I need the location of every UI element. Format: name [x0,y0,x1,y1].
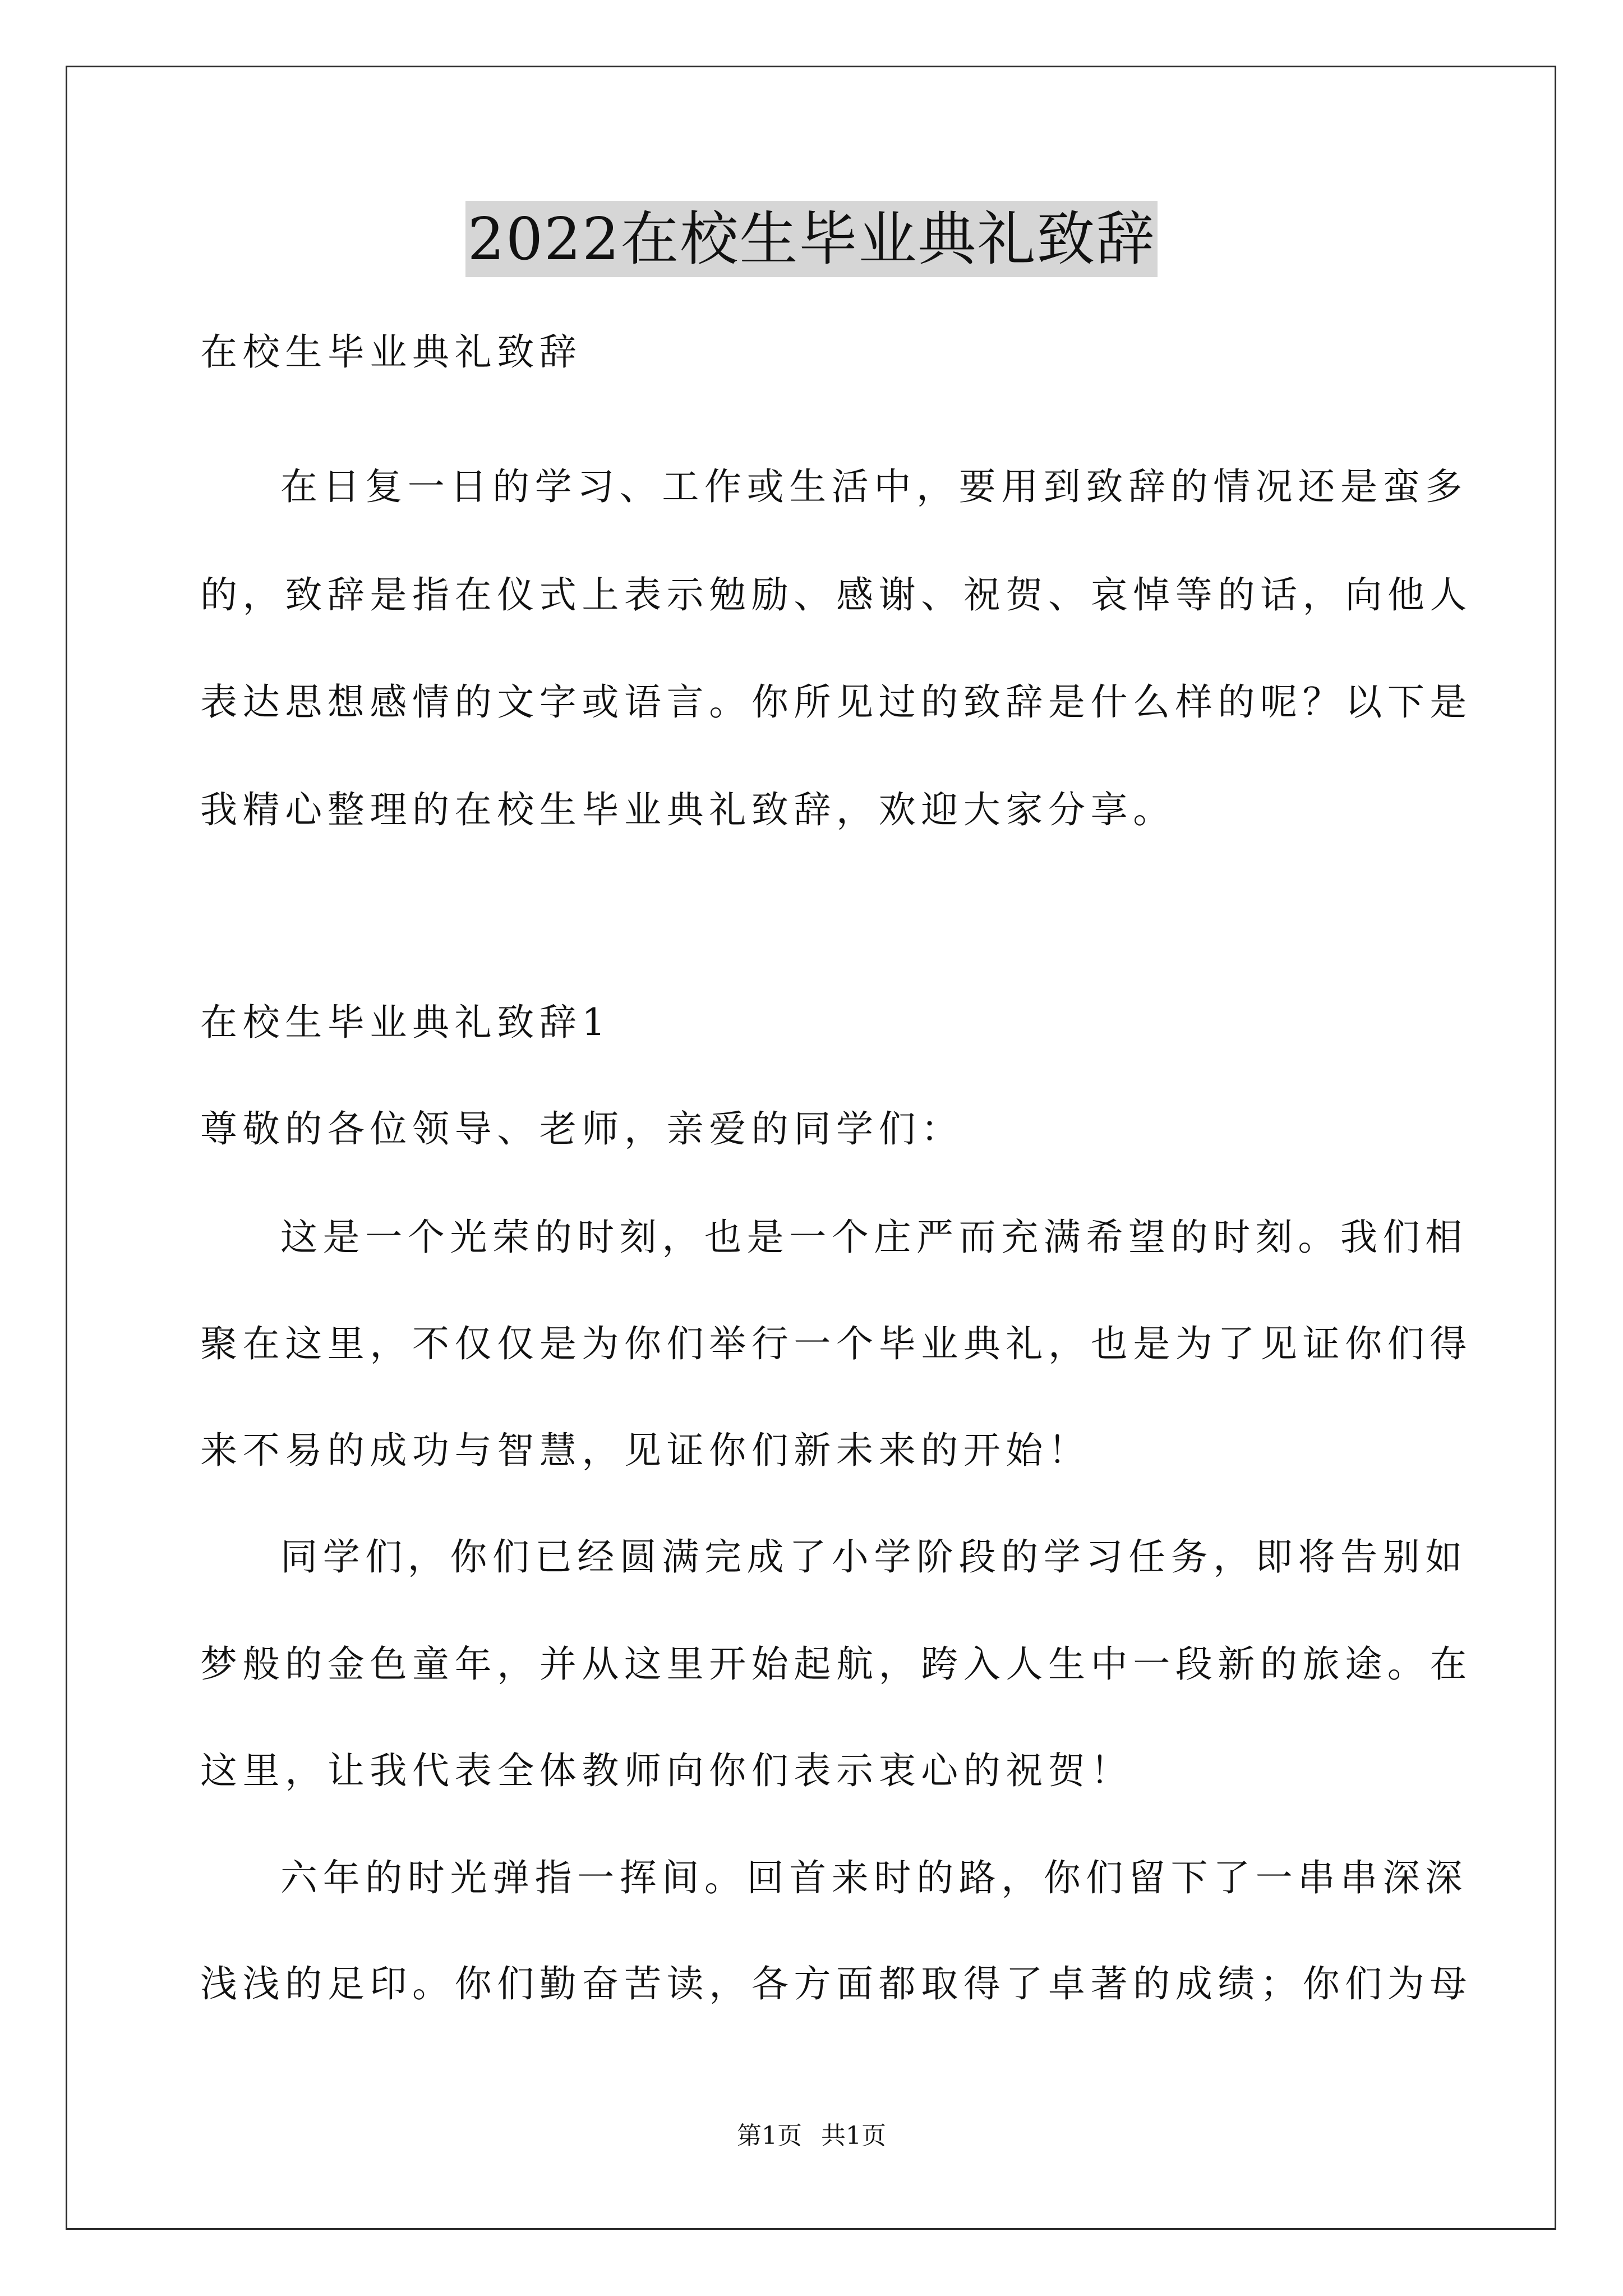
paragraph-line: 聚在这里，不仅仅是为你们举行一个毕业典礼，也是为了见证你们得 [200,1322,1472,1365]
paragraph-line: 梦般的金色童年，并从这里开始起航，跨入人生中一段新的旅途。在 [200,1642,1472,1686]
paragraph-line: 六年的时光弹指一挥间。回首来时的路，你们留下了一串串深深 [280,1856,1468,1899]
paragraph-line: 浅浅的足印。你们勤奋苦读，各方面都取得了卓著的成绩；你们为母 [200,1962,1472,2005]
subtitle-line: 在校生毕业典礼致辞 [200,330,582,374]
paragraph-line: 同学们，你们已经圆满完成了小学阶段的学习任务，即将告别如 [280,1535,1468,1579]
paragraph-line: 的，致辞是指在仪式上表示勉励、感谢、祝贺、哀悼等的话，向他人 [200,573,1472,616]
paragraph-line: 在日复一日的学习、工作或生活中，要用到致辞的情况还是蛮多 [280,465,1468,508]
paragraph-line: 表达思想感情的文字或语言。你所见过的致辞是什么样的呢？以下是 [200,680,1472,724]
page-total: 共1页 [821,2122,886,2150]
page-number: 第1页 [737,2122,802,2150]
paragraph-line: 我精心整理的在校生毕业典礼致辞，欢迎大家分享。 [200,788,1175,831]
paragraph-line: 这是一个光荣的时刻，也是一个庄严而充满希望的时刻。我们相 [280,1216,1468,1259]
paragraph-line: 来不易的成功与智慧，见证你们新未来的开始！ [200,1429,1091,1472]
section-heading: 在校生毕业典礼致辞1 [200,1001,611,1044]
paragraph-line: 这里，让我代表全体教师向你们表示衷心的祝贺！ [200,1749,1133,1792]
salutation-line: 尊敬的各位领导、老师，亲爱的同学们： [200,1107,963,1151]
page-footer [0,2119,1623,2153]
document-title: 2022在校生毕业典礼致辞 [465,201,1158,277]
title-container [0,201,1623,277]
